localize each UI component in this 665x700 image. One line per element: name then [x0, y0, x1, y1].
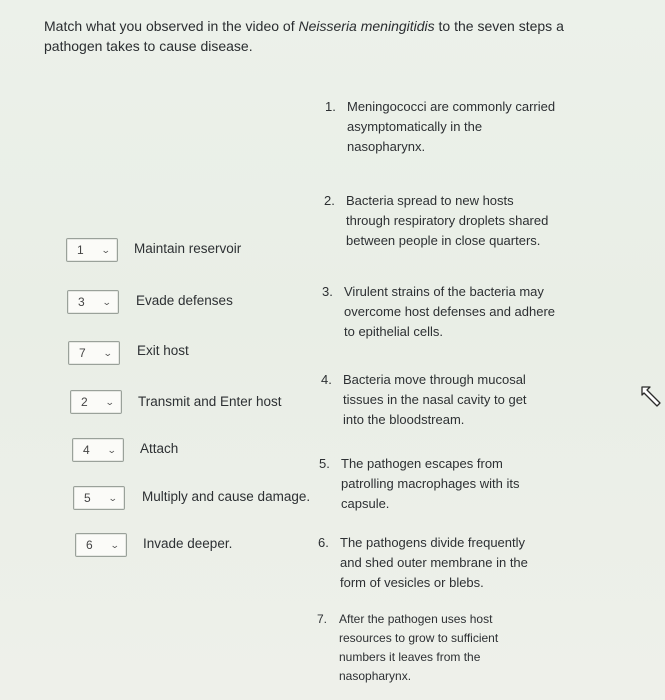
step-item-5 — [319, 454, 599, 516]
step-number: 6. — [318, 535, 329, 550]
step-number: 1. — [325, 99, 336, 114]
match-select-value: 5 — [84, 491, 91, 505]
match-label-exit-host: Exit host — [137, 343, 189, 358]
mouse-pointer-icon — [640, 385, 662, 409]
step-line: through respiratory droplets shared — [346, 213, 549, 228]
step-line: resources to grow to sufficient — [339, 631, 499, 645]
match-label-multiply-cause-damage: Multiply and cause damage. — [142, 489, 311, 504]
match-select-value: 6 — [86, 538, 93, 552]
step-text — [341, 454, 519, 514]
step-item-6 — [318, 533, 603, 595]
chevron-down-icon: ⌄ — [110, 539, 121, 550]
match-select-7[interactable] — [75, 533, 127, 557]
step-item-3 — [322, 282, 607, 344]
match-select-1[interactable] — [66, 238, 118, 262]
species-name: Neisseria meningitidis — [298, 18, 435, 34]
prompt-text-end: to the seven steps a pathogen takes to cause disease. — [44, 18, 564, 54]
chevron-down-icon: ⌄ — [101, 244, 112, 255]
step-line: nasopharynx. — [339, 669, 412, 683]
chevron-down-icon: ⌄ — [108, 492, 119, 503]
step-line: to epithelial cells. — [344, 324, 443, 339]
step-line: numbers it leaves from the — [339, 650, 481, 664]
match-select-value: 1 — [77, 243, 84, 257]
step-number: 5. — [319, 456, 330, 471]
step-number: 3. — [322, 284, 333, 299]
step-line: tissues in the nasal cavity to get — [343, 392, 527, 407]
match-label-attach: Attach — [140, 441, 179, 456]
step-number: 4. — [321, 372, 332, 387]
step-line: nasopharynx. — [347, 139, 426, 154]
step-text — [344, 282, 555, 342]
step-line: The pathogen escapes from — [341, 456, 503, 471]
match-select-2[interactable] — [67, 290, 119, 314]
match-select-value: 4 — [83, 443, 90, 457]
match-select-5[interactable] — [72, 438, 124, 462]
match-label-maintain-reservoir: Maintain reservoir — [134, 241, 242, 256]
step-line: capsule. — [341, 496, 390, 511]
step-line: patrolling macrophages with its — [341, 476, 520, 491]
step-line: asymptomatically in the — [347, 119, 483, 134]
step-line: form of vesicles or blebs. — [340, 575, 484, 590]
step-line: overcome host defenses and adhere — [344, 304, 556, 319]
step-line: Meningococci are commonly carried — [347, 99, 556, 114]
step-number: 2. — [324, 193, 335, 208]
match-select-value: 3 — [78, 295, 85, 309]
step-item-2 — [324, 191, 609, 253]
match-select-value: 2 — [81, 395, 88, 409]
step-text — [339, 610, 498, 686]
step-line: After the pathogen uses host — [339, 612, 493, 626]
match-select-3[interactable] — [68, 341, 120, 365]
step-text — [347, 97, 555, 157]
match-select-4[interactable] — [70, 390, 122, 414]
step-line: and shed outer membrane in the — [340, 555, 528, 570]
step-line: between people in close quarters. — [346, 233, 541, 248]
step-text — [340, 533, 528, 593]
chevron-down-icon: ⌄ — [107, 444, 118, 455]
question-prompt — [44, 16, 604, 56]
step-line: The pathogens divide frequently — [340, 535, 526, 550]
match-select-value: 7 — [79, 346, 86, 360]
step-text — [343, 370, 527, 430]
step-line: Virulent strains of the bacteria may — [344, 284, 544, 299]
chevron-down-icon: ⌄ — [103, 347, 114, 358]
step-item-4 — [321, 370, 601, 432]
step-line: Bacteria move through mucosal — [343, 372, 526, 387]
step-line: Bacteria spread to new hosts — [346, 193, 514, 208]
match-label-transmit-enter-host: Transmit and Enter host — [138, 394, 282, 409]
chevron-down-icon: ⌄ — [105, 396, 116, 407]
step-item-7 — [317, 610, 597, 694]
step-number: 7. — [317, 612, 328, 626]
match-label-evade-defenses: Evade defenses — [136, 293, 233, 308]
step-item-1 — [325, 97, 605, 159]
step-text — [346, 191, 548, 251]
step-line: into the bloodstream. — [343, 412, 465, 427]
match-label-invade-deeper: Invade deeper. — [143, 536, 233, 551]
match-select-6[interactable] — [73, 486, 125, 510]
chevron-down-icon: ⌄ — [102, 296, 113, 307]
prompt-text-start: Match what you observed in the video of — [44, 18, 299, 34]
